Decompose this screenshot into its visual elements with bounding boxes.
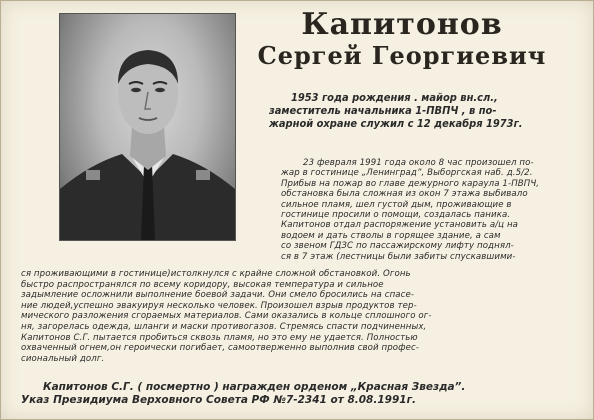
story-line: 23 февраля 1991 года около 8 час произошел по- xyxy=(303,158,534,168)
story-line: сильное пламя, шел густой дым, проживающие в xyxy=(281,199,512,210)
portrait-illustration xyxy=(60,14,235,240)
story-line: ся проживающими в гостинице)истолкнулся с крайне сложной обстановкой. Огонь xyxy=(21,269,411,279)
story-line: ся в 7 этаж (лестницы были забиты спускавшими- xyxy=(281,251,516,262)
story-line: быстро распространялся по всему коридору, высокая температура и сильное xyxy=(21,279,384,290)
bio-line: заместитель начальника 1-ПВПЧ , в по- xyxy=(269,104,497,117)
given-name-heading: Сергей Георгиевич xyxy=(257,41,547,70)
story-line: со звеном ГДЗС по пассажирскому лифту поднял- xyxy=(281,241,514,252)
story-right-column xyxy=(281,158,575,262)
story-line: гостинице просили о помощи, создалась паника. xyxy=(281,210,511,221)
award-statement xyxy=(21,381,591,407)
story-line: жар в гостинице „Ленинград”, Выборгская наб. д.5/2. xyxy=(281,168,533,179)
story-line: Прибыв на пожар во главе дежурного караула 1-ПВПЧ, xyxy=(281,178,540,189)
story-line: ние людей,успешно эвакуируя несколько человек. Произошел взрыв продуктов тер- xyxy=(21,300,417,311)
biography-summary xyxy=(269,91,575,130)
story-line: водоем и дать стволы в горящее здание, а сам xyxy=(281,230,501,241)
story-line: задымление осложнили выполнение боевой задачи. Они смело бросились на спасе- xyxy=(21,290,415,301)
story-line: охваченный огнем,он героически погибает, самоотверженно выполнив свой профес- xyxy=(21,343,420,354)
story-line: мического разложения сгораемых материалов. Сами оказались в кольце сплошного ог- xyxy=(21,311,432,322)
story-line: Капитонов С.Г. пытается пробиться сквозь пламя, но это ему не удается. Полностью xyxy=(21,332,418,343)
story-line: обстановка была сложная из окон 7 этажа выбивало xyxy=(281,189,528,200)
portrait-photo xyxy=(59,13,236,241)
story-full-width xyxy=(21,269,581,364)
award-line: Указ Президиума Верховного Совета РФ №7-2341 от 8.08.1991г. xyxy=(21,394,417,406)
surname-heading: Капитонов xyxy=(301,7,503,42)
bio-line: жарной охране служил с 12 декабря 1973г. xyxy=(269,117,523,130)
award-line: Капитонов С.Г. ( посмертно ) награжден орденом „Красная Звезда”. xyxy=(43,381,466,393)
story-line: Капитонов отдал распоряжение установить а/ц на xyxy=(281,220,519,231)
story-line: ня, загорелась одежда, шланги и маски противогазов. Стремясь спасти подчиненных, xyxy=(21,321,427,332)
bio-line: 1953 года рождения . майор вн.сл., xyxy=(291,91,498,104)
story-line: сиональный долг. xyxy=(21,353,105,364)
